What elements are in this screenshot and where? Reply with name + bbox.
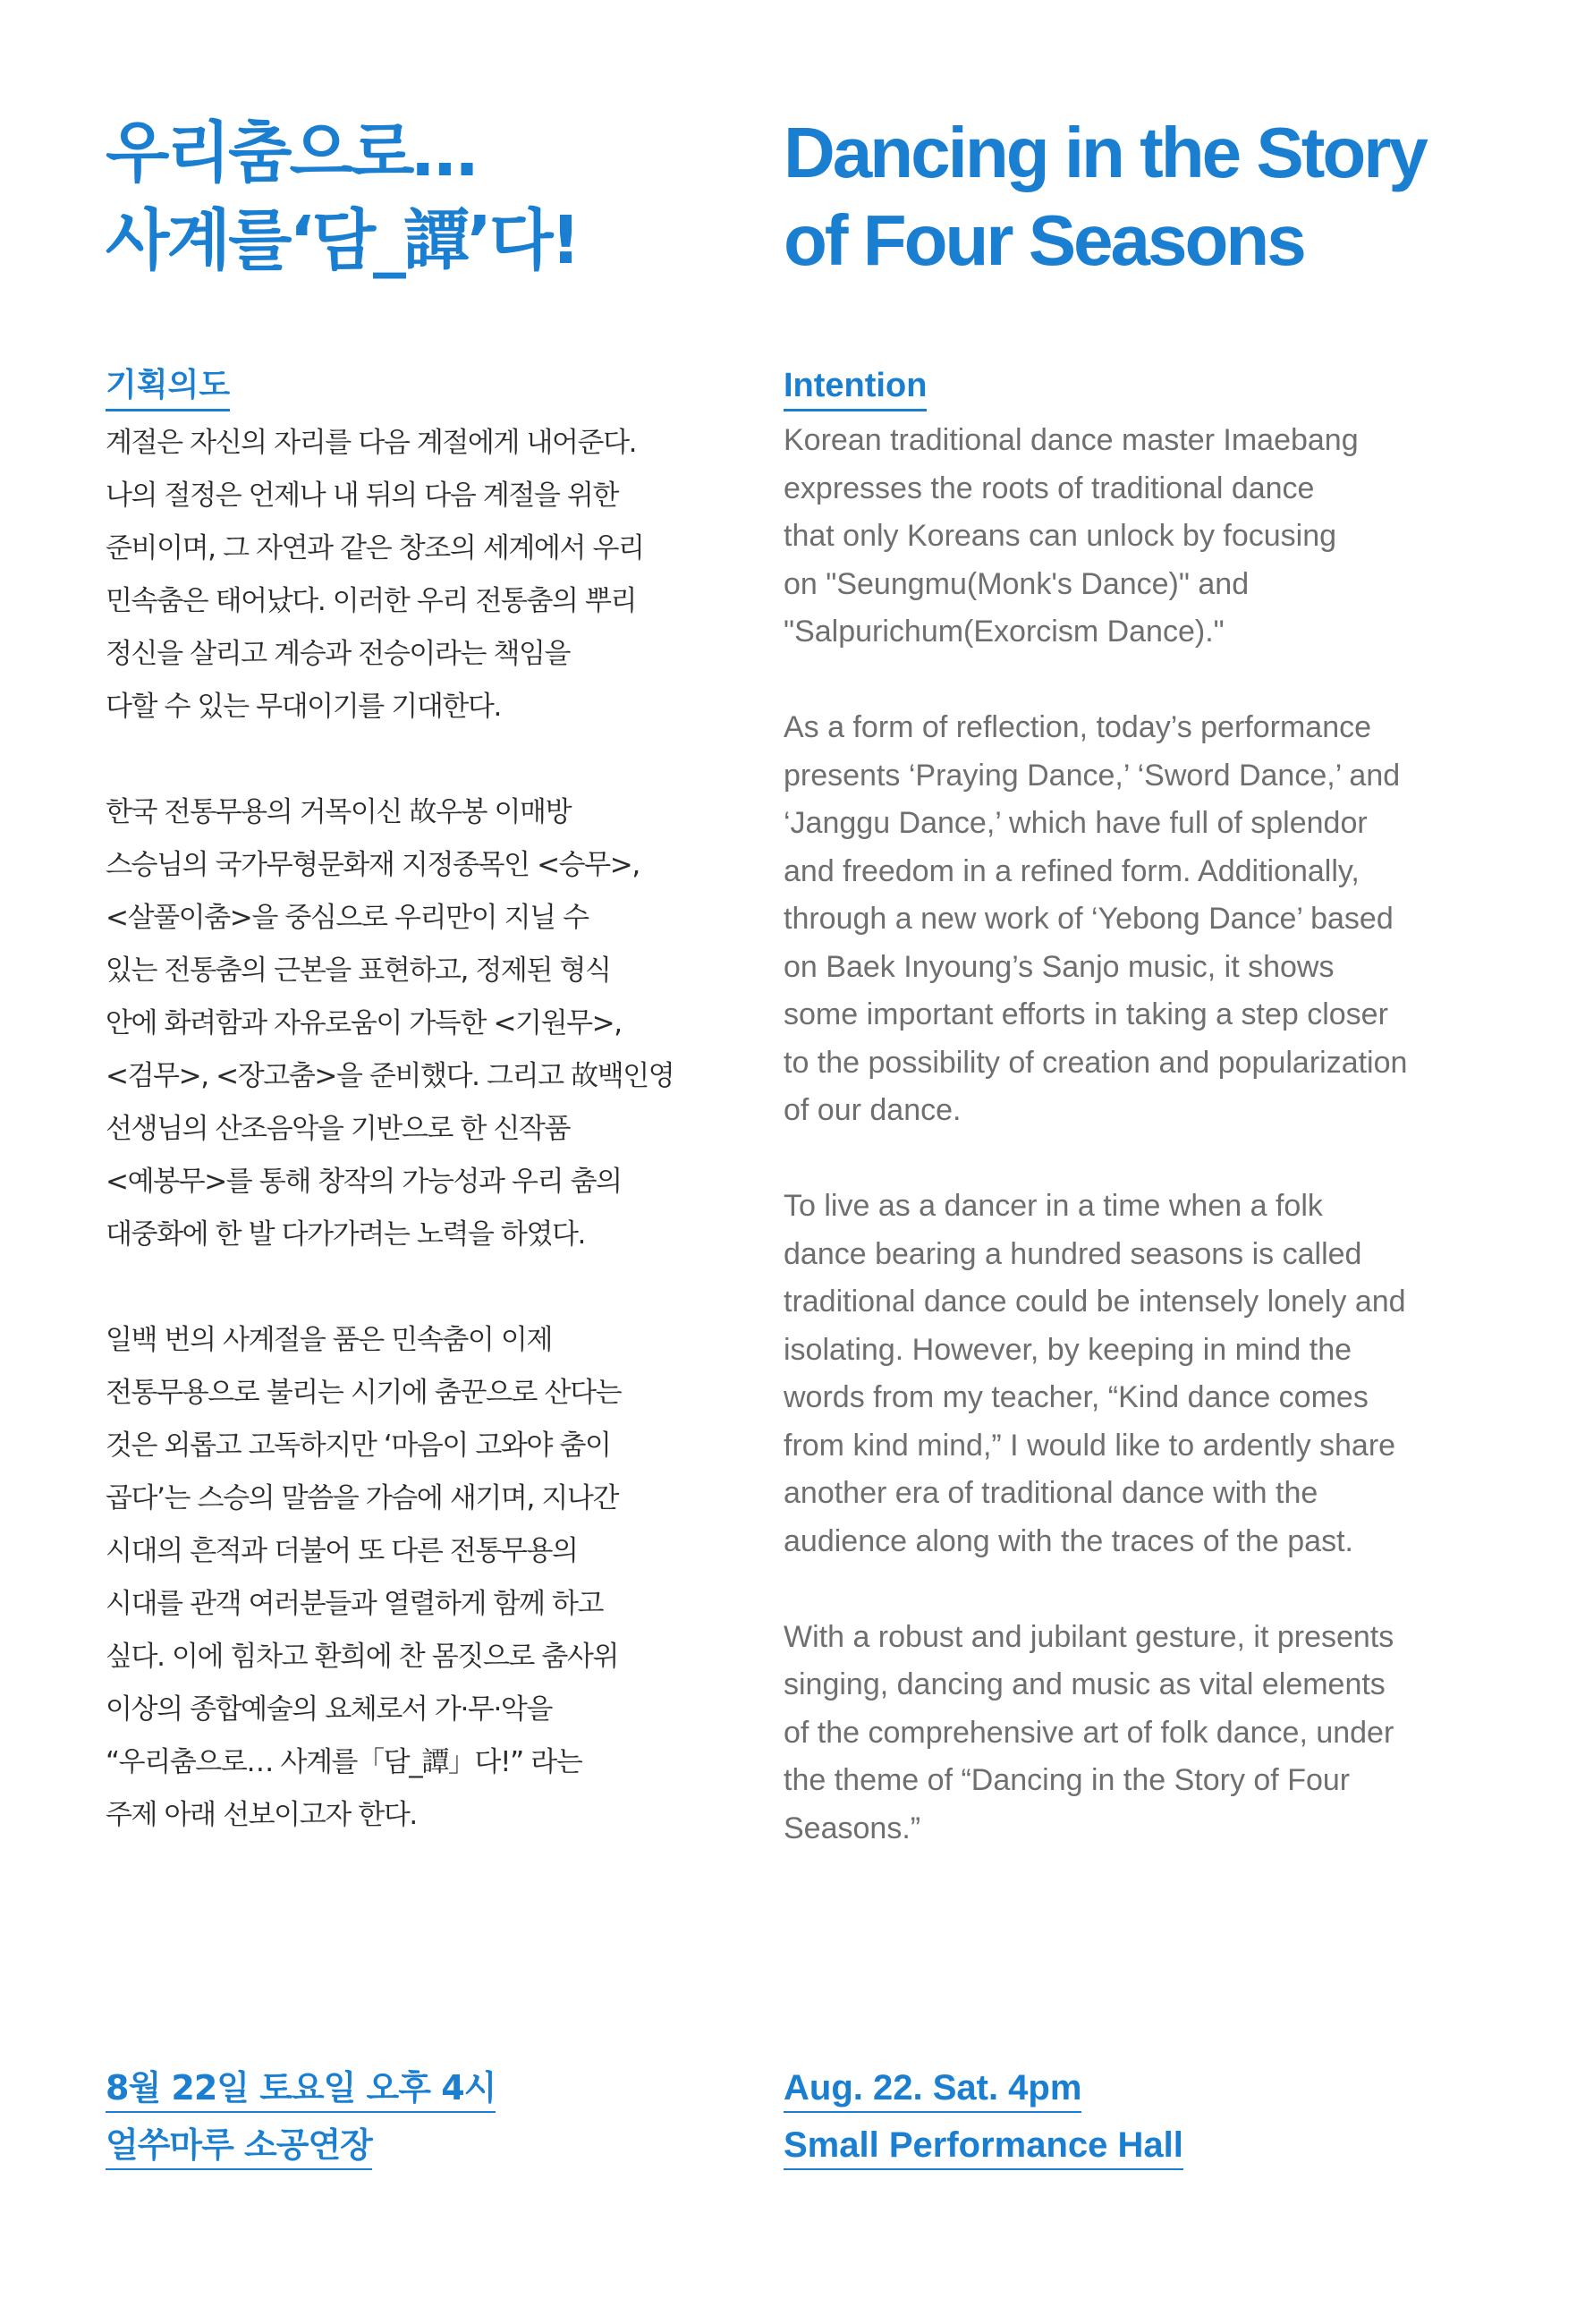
- text-line: 일백 번의 사계절을 품은 민속춤이 이제: [106, 1324, 553, 1356]
- text-line: through a new work of ‘Yebong Dance’ based: [784, 902, 1394, 936]
- text-line: 것은 외롭고 고독하지만 ‘마음이 고와야 춤이: [106, 1429, 611, 1462]
- text-line: 한국 전통무용의 거목이신 故우봉 이매방: [106, 796, 572, 828]
- text-line: another era of traditional dance with the: [784, 1476, 1318, 1510]
- korean-body: [106, 417, 674, 1895]
- text-line: "Salpurichum(Exorcism Dance).": [784, 615, 1225, 649]
- text-line: As a form of reflection, today’s performance: [784, 710, 1372, 744]
- korean-paragraph-3: [106, 1314, 674, 1842]
- english-event-date: Aug. 22. Sat. 4pm: [784, 2065, 1081, 2113]
- text-line: from kind mind,” I would like to ardently share: [784, 1428, 1396, 1463]
- korean-title-line: 사계를‘담_譚’다!: [106, 202, 579, 279]
- text-line: expresses the roots of traditional dance: [784, 471, 1315, 505]
- english-title: [784, 109, 1426, 284]
- text-line: “우리춤으로… 사계를「담_譚」다!” 라는: [106, 1746, 582, 1778]
- text-line: some important efforts in taking a step closer: [784, 997, 1388, 1031]
- text-line: and freedom in a refined form. Additionally,: [784, 853, 1360, 888]
- text-line: on Baek Inyoung’s Sanjo music, it shows: [784, 949, 1335, 984]
- text-line: that only Koreans can unlock by focusing: [784, 519, 1337, 553]
- text-line: words from my teacher, “Kind dance comes: [784, 1380, 1369, 1414]
- text-line: 시대를 관객 여러분들과 열렬하게 함께 하고: [106, 1588, 604, 1620]
- text-line: on "Seungmu(Monk's Dance)" and: [784, 566, 1250, 601]
- english-body: [784, 417, 1407, 1901]
- text-line: 전통무용으로 불리는 시기에 춤꾼으로 산다는: [106, 1377, 622, 1409]
- english-title-line: Dancing in the Story: [784, 113, 1426, 192]
- text-line: 민속춤은 태어났다. 이러한 우리 전통춤의 뿌리: [106, 585, 637, 617]
- text-line: 곱다’는 스승의 말씀을 가슴에 새기며, 지나간: [106, 1482, 619, 1514]
- text-line: 나의 절정은 언제나 내 뒤의 다음 계절을 위한: [106, 479, 619, 512]
- korean-section-heading: 기획의도: [106, 365, 230, 411]
- text-line: 선생님의 산조음악을 기반으로 한 신작품: [106, 1113, 571, 1145]
- text-line: Korean traditional dance master Imaebang: [784, 423, 1359, 457]
- korean-paragraph-1: [106, 417, 674, 734]
- korean-event-info: [106, 2065, 496, 2179]
- text-line: <살풀이춤>을 중심으로 우리만이 지닐 수: [106, 902, 589, 934]
- text-line: audience along with the traces of the past.: [784, 1523, 1353, 1558]
- text-line: isolating. However, by keeping in mind the: [784, 1332, 1352, 1367]
- text-line: 이상의 종합예술의 요체로서 가·무·악을: [106, 1693, 553, 1726]
- text-line: 주제 아래 선보이고자 한다.: [106, 1799, 417, 1831]
- text-line: 대중화에 한 발 다가가려는 노력을 하였다.: [106, 1218, 586, 1251]
- english-event-venue: Small Performance Hall: [784, 2122, 1183, 2170]
- english-event-info: [784, 2065, 1183, 2179]
- english-paragraph-3: [784, 1183, 1407, 1565]
- english-title-line: of Four Seasons: [784, 200, 1304, 280]
- text-line: 정신을 살리고 계승과 전승이라는 책임을: [106, 638, 571, 670]
- english-paragraph-1: [784, 417, 1407, 657]
- text-line: 싶다. 이에 힘차고 환희에 찬 몸짓으로 춤사위: [106, 1641, 619, 1673]
- text-line: 계절은 자신의 자리를 다음 계절에게 내어준다.: [106, 427, 637, 459]
- english-section-heading: Intention: [784, 365, 927, 411]
- text-line: 시대의 흔적과 더불어 또 다른 전통무용의: [106, 1535, 578, 1567]
- text-line: 다할 수 있는 무대이기를 기대한다.: [106, 691, 501, 723]
- korean-paragraph-2: [106, 786, 674, 1261]
- text-line: ‘Janggu Dance,’ which have full of splendor: [784, 806, 1368, 840]
- korean-title: [106, 109, 578, 284]
- english-paragraph-4: [784, 1614, 1407, 1853]
- korean-title-line: 우리춤으로…: [106, 115, 476, 191]
- text-line: traditional dance could be intensely lonely and: [784, 1285, 1406, 1319]
- text-line: Seasons.”: [784, 1811, 921, 1845]
- english-paragraph-2: [784, 704, 1407, 1135]
- text-line: of our dance.: [784, 1093, 962, 1127]
- text-line: 있는 전통춤의 근본을 표현하고, 정제된 형식: [106, 954, 611, 987]
- text-line: to the possibility of creation and popularization: [784, 1045, 1408, 1080]
- text-line: <예봉무>를 통해 창작의 가능성과 우리 춤의: [106, 1166, 622, 1198]
- korean-event-venue: 얼쑤마루 소공연장: [106, 2122, 372, 2170]
- text-line: To live as a dancer in a time when a folk: [784, 1189, 1323, 1223]
- text-line: <검무>, <장고춤>을 준비했다. 그리고 故백인영: [106, 1060, 674, 1092]
- text-line: dance bearing a hundred seasons is called: [784, 1236, 1362, 1271]
- korean-event-date: 8월 22일 토요일 오후 4시: [106, 2065, 496, 2113]
- text-line: presents ‘Praying Dance,’ ‘Sword Dance,’ and: [784, 758, 1401, 793]
- text-line: singing, dancing and music as vital elements: [784, 1667, 1386, 1701]
- text-line: 준비이며, 그 자연과 같은 창조의 세계에서 우리: [106, 532, 644, 564]
- text-line: 안에 화려함과 자유로움이 가득한 <기원무>,: [106, 1007, 622, 1039]
- text-line: With a robust and jubilant gesture, it presents: [784, 1619, 1394, 1654]
- text-line: the theme of “Dancing in the Story of Four: [784, 1763, 1351, 1797]
- text-line: 스승님의 국가무형문화재 지정종목인 <승무>,: [106, 849, 640, 881]
- text-line: of the comprehensive art of folk dance, under: [784, 1715, 1394, 1750]
